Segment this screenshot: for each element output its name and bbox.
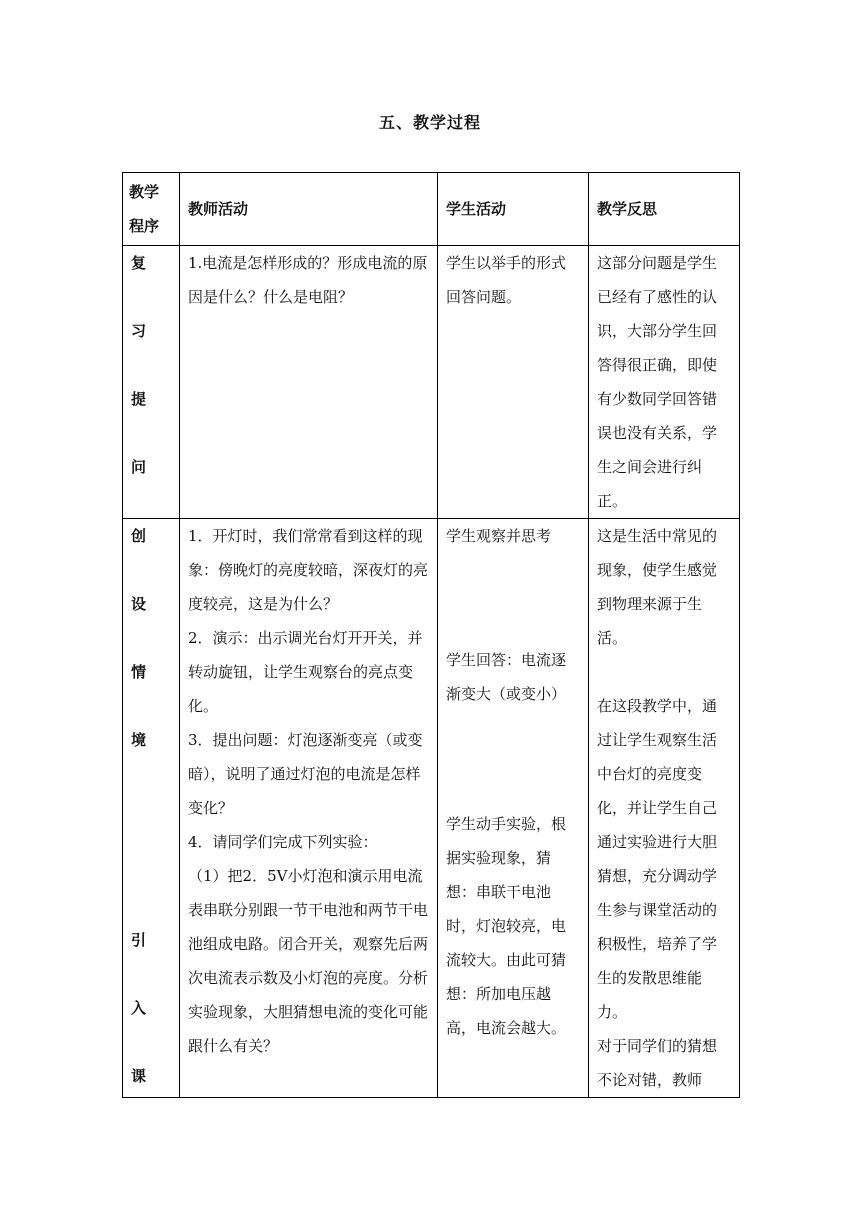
stage-char: 引 bbox=[131, 931, 147, 949]
reflection-scenario bbox=[589, 519, 740, 1098]
table-row-scenario bbox=[123, 519, 740, 1098]
header-procedure: 教学程序 bbox=[123, 173, 180, 246]
paragraph: 3．提出问题：灯泡逐渐变亮（或变暗），说明了通过灯泡的电流是怎样变化？ bbox=[188, 731, 423, 817]
student-activity-scenario bbox=[438, 519, 589, 1098]
paragraph: 4．请同学们完成下列实验： bbox=[188, 833, 378, 851]
section-title: 五、教学过程 bbox=[378, 113, 481, 132]
stage-scenario bbox=[123, 519, 180, 1098]
paragraph: 学生动手实验，根据实验现象，猜想：串联干电池时，灯泡较亮，电流较大。由此可猜想：所加电压越高，电流会越大。 bbox=[446, 815, 567, 1037]
paragraph: 1．开灯时，我们常常看到这样的现象：傍晚灯的亮度较暗，深夜灯的亮度较亮，这是为什么？ bbox=[188, 527, 429, 613]
teacher-activity-review bbox=[180, 246, 438, 519]
paragraph: 学生观察并思考 bbox=[446, 527, 552, 545]
stage-char: 问 bbox=[131, 458, 147, 476]
stage-char: 提 bbox=[131, 390, 147, 408]
stage-char: 复 bbox=[131, 254, 147, 272]
stage-char: 境 bbox=[131, 731, 147, 749]
stage-review bbox=[123, 246, 180, 519]
table-header-row bbox=[123, 173, 740, 246]
teaching-process-table bbox=[122, 172, 740, 1098]
teacher-activity-scenario bbox=[180, 519, 438, 1098]
header-teacher-activity: 教师活动 bbox=[180, 173, 438, 246]
paragraph: 这部分问题是学生已经有了感性的认识，大部分学生回答得很正确，即使有少数同学回答错误也没有关系，学生之间会进行纠正。 bbox=[597, 254, 718, 510]
paragraph: 学生回答：电流逐渐变大（或变小） bbox=[446, 651, 567, 703]
header-student-activity: 学生活动 bbox=[438, 173, 589, 246]
paragraph: 2．演示：出示调光台灯开开关，并转动旋钮，让学生观察台的亮点变化。 bbox=[188, 629, 423, 715]
student-activity-review bbox=[438, 246, 589, 519]
header-teaching-reflection: 教学反思 bbox=[589, 173, 740, 246]
paragraph: 在这段教学中，通过让学生观察生活中台灯的亮度变化，并让学生自己通过实验进行大胆猜想，充分调动学生参与课堂活动的积极性，培养了学生的发散思维能力。 bbox=[597, 697, 718, 1021]
stage-char: 设 bbox=[131, 595, 147, 613]
stage-char: 入 bbox=[131, 999, 147, 1017]
reflection-review bbox=[589, 246, 740, 519]
paragraph: 对于同学们的猜想不论对错，教师 bbox=[597, 1037, 718, 1089]
table-row-review bbox=[123, 246, 740, 519]
paragraph: 1.电流是怎样形成的？形成电流的原因是什么？什么是电阻？ bbox=[188, 254, 428, 306]
paragraph: 这是生活中常见的现象，使学生感觉到物理来源于生活。 bbox=[597, 527, 718, 647]
paragraph: 学生以举手的形式回答问题。 bbox=[446, 254, 567, 306]
stage-char: 创 bbox=[131, 527, 147, 545]
stage-char: 习 bbox=[131, 322, 147, 340]
paragraph: （1）把2．5V小灯泡和演示用电流表串联分别跟一节干电池和两节干电池组成电路。闭合开关，观察先后两次电流表示数及小灯泡的亮度。分析实验现象，大胆猜想电流的变化可能跟什么有关？ bbox=[188, 867, 429, 1055]
stage-char: 课 bbox=[131, 1067, 147, 1085]
stage-char: 情 bbox=[131, 663, 147, 681]
